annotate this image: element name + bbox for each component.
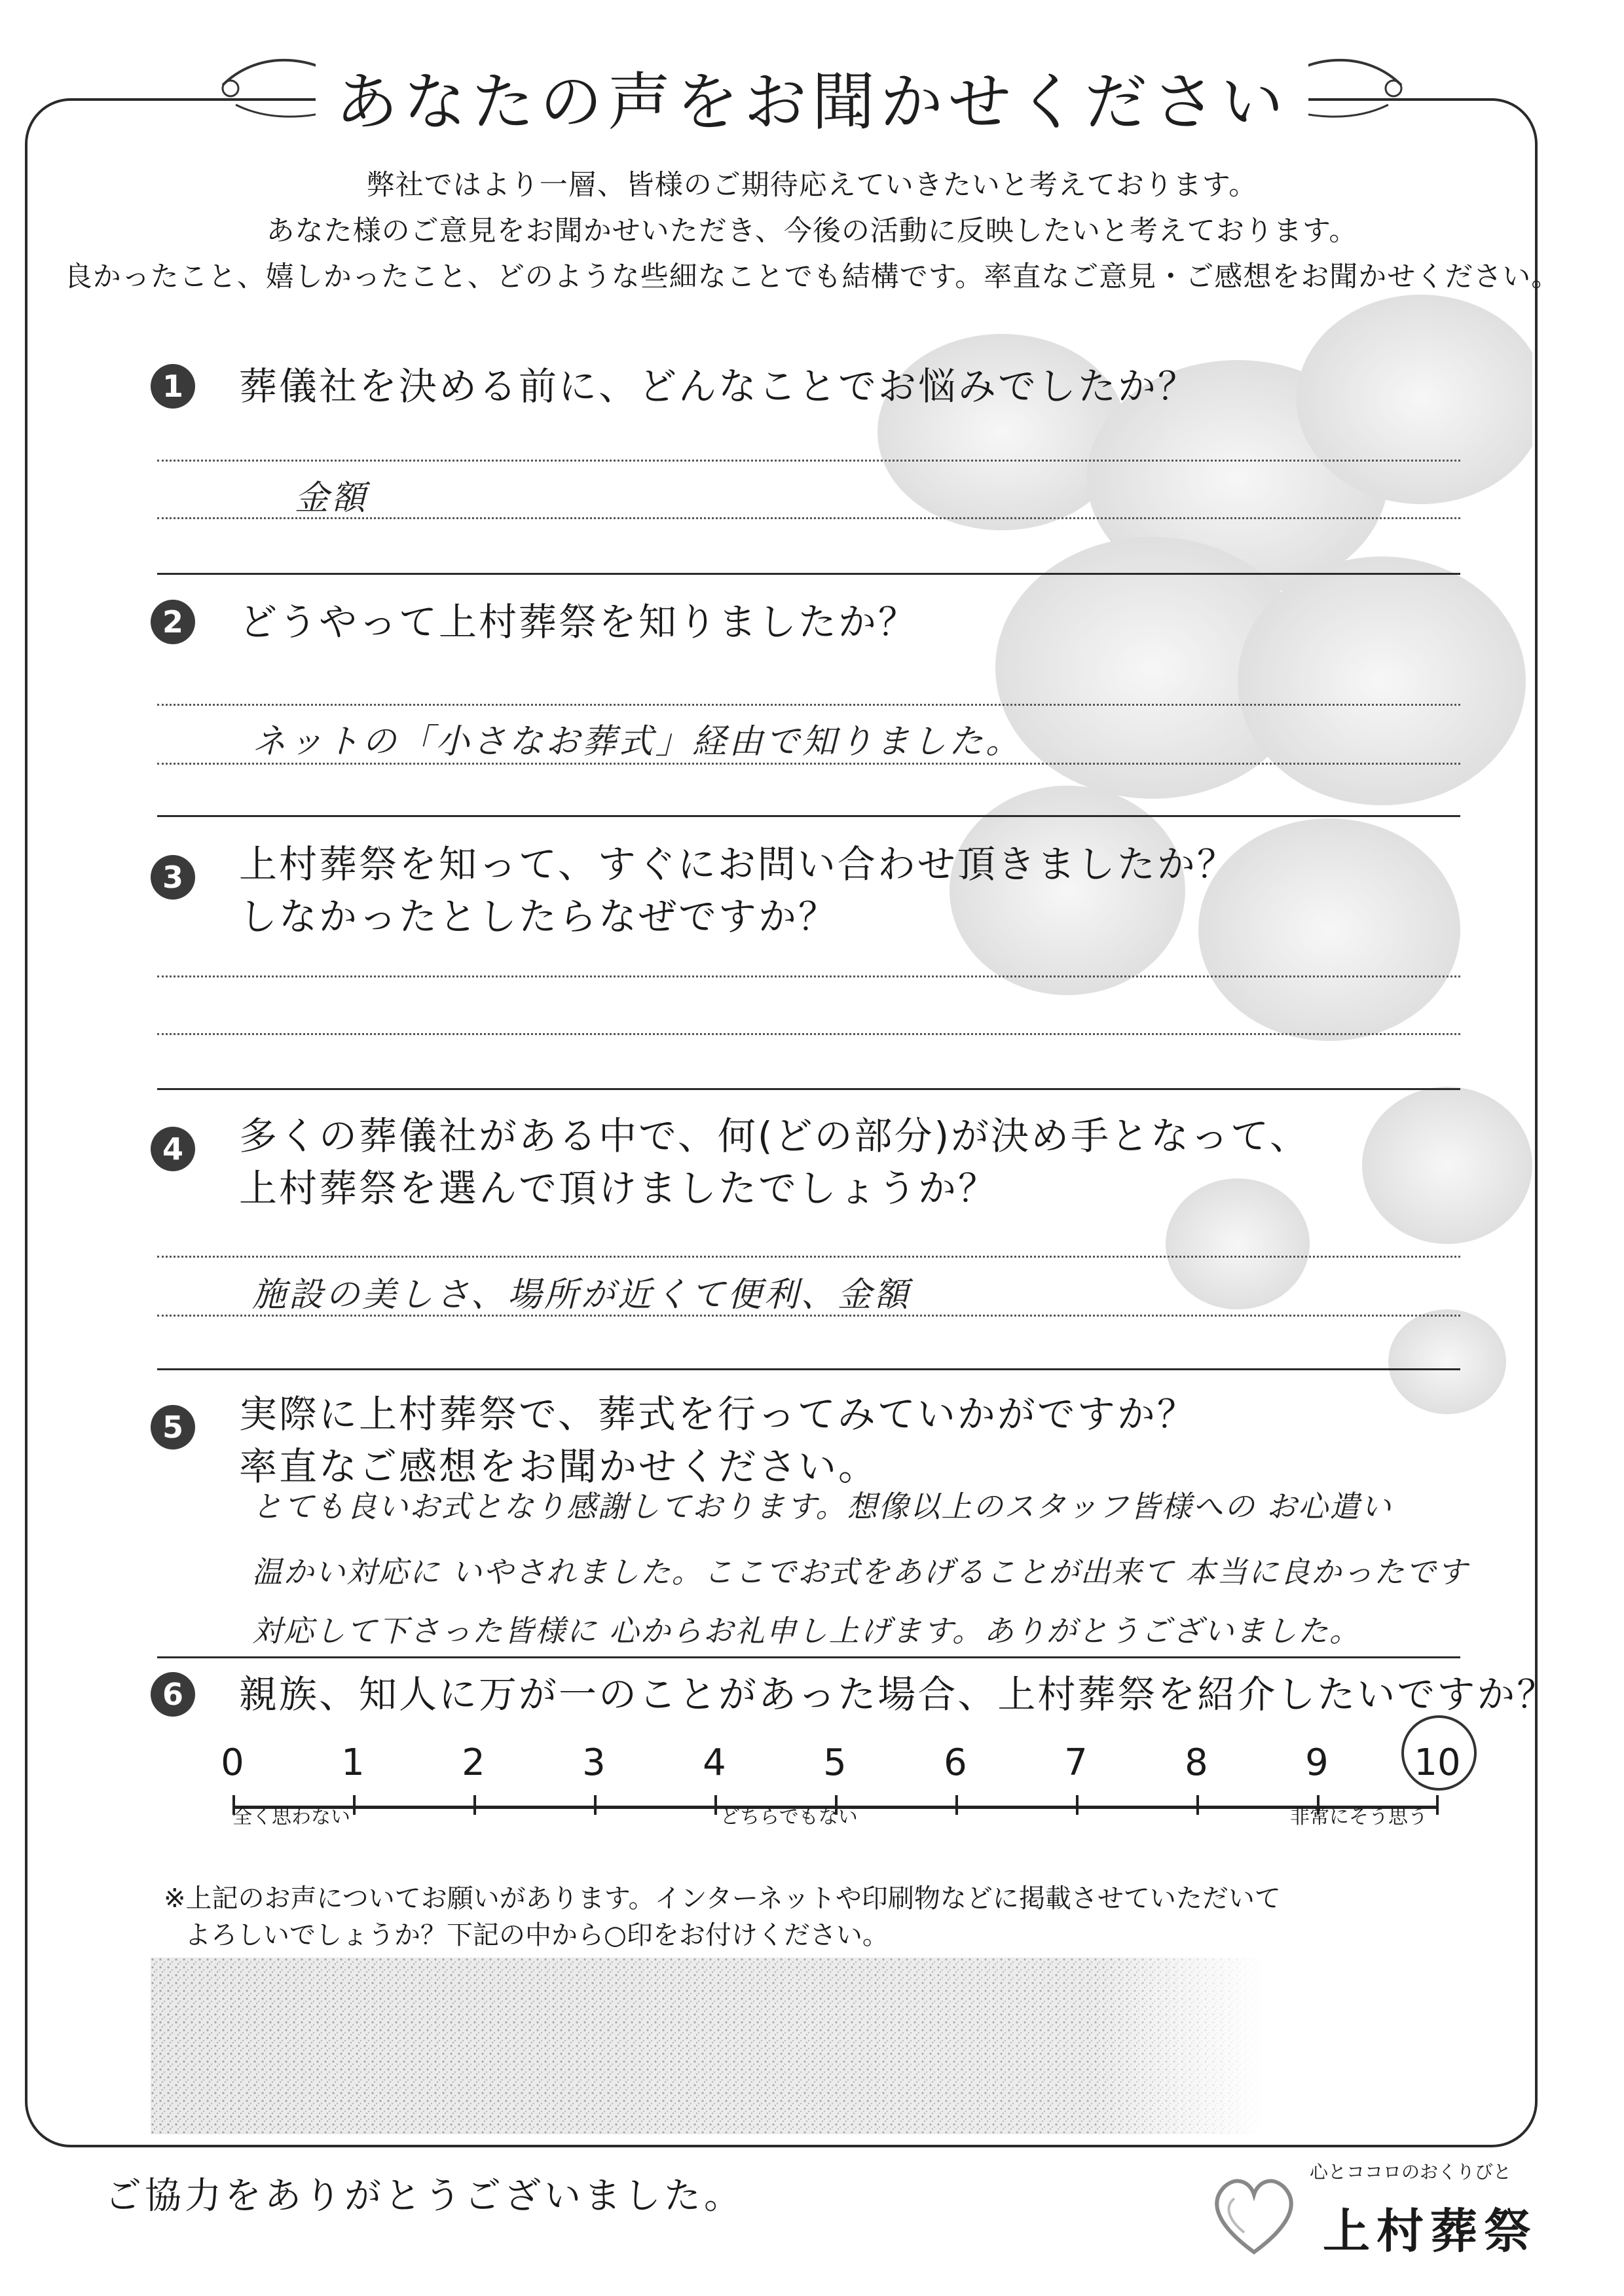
question-text: 率直なご感想をお聞かせください。 <box>239 1444 879 1489</box>
question-text: 親族、知人に万が一のことがあった場合、上村葬祭を紹介したいですか？ <box>239 1672 1557 1717</box>
question-text: どうやって上村葬祭を知りましたか？ <box>239 600 919 644</box>
question-number-badge: 1 <box>151 364 195 409</box>
section-divider <box>157 1656 1460 1658</box>
answer-5-handwriting-line: 温かい対応に いやされました。ここでお式をあげることが出来て 本当に良かったです <box>252 1554 1469 1590</box>
answer-line <box>157 517 1460 519</box>
footer-thanks: ご協力をありがとうございました。 <box>105 2175 744 2217</box>
scale-number[interactable]: 10 <box>1414 1741 1461 1784</box>
question-text: 上村葬祭を選んで頂けましたでしょうか？ <box>239 1166 999 1211</box>
logo-name: 上村葬祭 <box>1323 2204 1538 2259</box>
redacted-consent-area <box>151 1958 1264 2134</box>
scale-label-mid: どちらでもない <box>720 1806 858 1829</box>
selected-rating-circle <box>1401 1715 1477 1791</box>
note-line: よろしいでしょうか？下記の中から○印をお付けください。 <box>185 1920 889 1950</box>
publication-consent-note <box>164 1880 1281 1954</box>
answer-4-handwriting: 施設の美しさ、場所が近くて便利、金額 <box>252 1275 911 1315</box>
question-number-badge: 5 <box>151 1405 195 1449</box>
scale-number[interactable]: 4 <box>703 1741 726 1784</box>
intro-line: 良かったこと、嬉しかったこと、どのような些細なことでも結構です。率直なご意見・ご感想をお聞かせください。 <box>64 261 1560 293</box>
scale-tick <box>955 1795 958 1815</box>
scale-number[interactable]: 6 <box>944 1741 967 1784</box>
intro-line: 弊社ではより一層、皆様のご期待応えていきたいと考えております。 <box>366 169 1258 202</box>
scale-tick <box>353 1795 356 1815</box>
page-title: あなたの声をお聞かせください <box>316 52 1308 142</box>
scale-number[interactable]: 5 <box>823 1741 847 1784</box>
answer-line <box>157 975 1460 977</box>
question-number-badge: 4 <box>151 1127 195 1171</box>
heart-logo-icon <box>1205 2167 1303 2265</box>
scale-tick <box>1076 1795 1079 1815</box>
scale-tick <box>714 1795 717 1815</box>
question-text: 上村葬祭を知って、すぐにお問い合わせ頂きましたか？ <box>239 842 1237 886</box>
question-number-badge: 2 <box>151 600 195 644</box>
scale-number[interactable]: 3 <box>582 1741 606 1784</box>
answer-line <box>157 1315 1460 1317</box>
question-number-badge: 6 <box>151 1672 195 1717</box>
answer-line <box>157 763 1460 765</box>
answer-5-handwriting-line: とても良いお式となり感謝しております。想像以上のスタッフ皆様への お心遣い <box>252 1489 1392 1524</box>
note-line: ※上記のお声についてお願いがあります。インターネットや印刷物などに掲載させていただいて <box>164 1884 1281 1914</box>
section-divider <box>157 573 1460 575</box>
scale-label-low: 全く思わない <box>232 1806 350 1829</box>
question-text: 実際に上村葬祭で、葬式を行ってみていかがですか？ <box>239 1392 1197 1436</box>
intro-line: あなた様のご意見をお聞かせいただき、今後の活動に反映したいと考えております。 <box>266 215 1358 247</box>
scale-label-high: 非常にそう思う <box>1290 1806 1428 1829</box>
scale-tick <box>594 1795 597 1815</box>
scale-number[interactable]: 1 <box>341 1741 365 1784</box>
scale-number[interactable]: 7 <box>1064 1741 1088 1784</box>
scale-number[interactable]: 2 <box>462 1741 485 1784</box>
company-logo <box>1205 2154 1545 2278</box>
answer-line <box>157 1033 1460 1035</box>
question-number-badge: 3 <box>151 855 195 900</box>
scale-tick <box>1436 1795 1439 1815</box>
answer-line <box>157 460 1460 462</box>
answer-5-handwriting-line: 対応して下さった皆様に 心からお礼申し上げます。ありがとうございました。 <box>252 1613 1361 1649</box>
logo-tagline: 心とココロのおくりびと <box>1310 2161 1512 2183</box>
scale-number[interactable]: 8 <box>1185 1741 1208 1784</box>
section-divider <box>157 815 1460 817</box>
section-divider <box>157 1088 1460 1090</box>
answer-1-handwriting: 金額 <box>295 479 369 518</box>
scale-tick <box>473 1795 476 1815</box>
scale-number[interactable]: 0 <box>221 1741 244 1784</box>
scale-number[interactable]: 9 <box>1305 1741 1329 1784</box>
question-text: 多くの葬儀社がある中で、何(どの部分)が決め手となって、 <box>239 1114 1310 1158</box>
section-divider <box>157 1368 1460 1370</box>
answer-line <box>157 704 1460 706</box>
title-area <box>0 52 1624 142</box>
scale-tick <box>1196 1795 1199 1815</box>
question-text: 葬儀社を決める前に、どんなことでお悩みでしたか？ <box>239 364 1198 409</box>
question-text: しなかったとしたらなぜですか？ <box>239 894 839 939</box>
answer-2-handwriting: ネットの「小さなお葬式」経由で知りました。 <box>252 722 1023 761</box>
answer-line <box>157 1256 1460 1258</box>
intro-text <box>0 162 1624 300</box>
